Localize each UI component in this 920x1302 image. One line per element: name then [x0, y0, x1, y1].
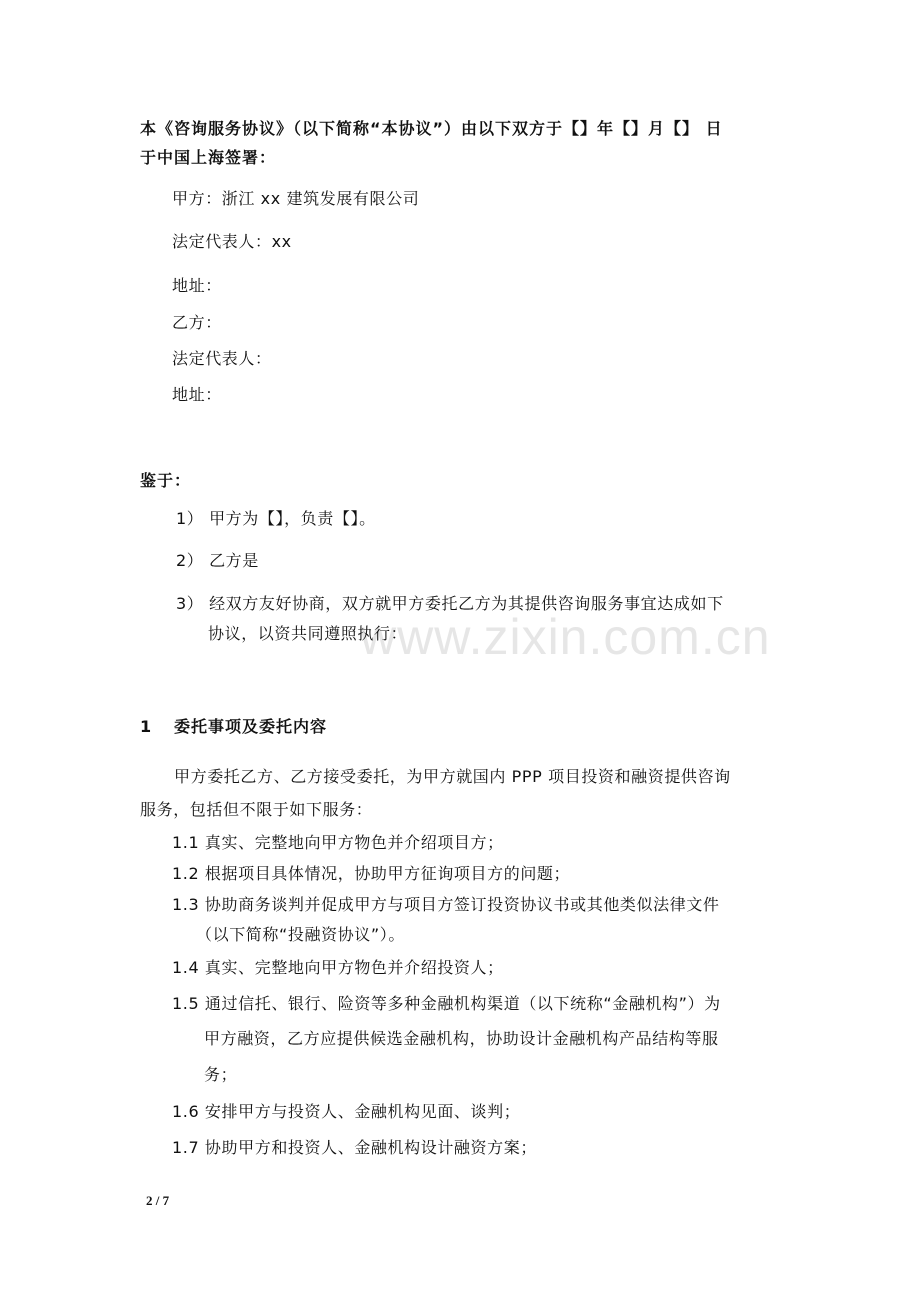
- section-paragraph-line-2: 服务，包括但不限于如下服务：: [140, 800, 373, 819]
- list-item: 1.5 通过信托、银行、险资等多种金融机构渠道（以下统称“金融机构”）为: [172, 994, 721, 1013]
- page-number: 2 / 7: [146, 1193, 170, 1208]
- list-item: 1.3 协助商务谈判并促成甲方与项目方签订投资协议书或其他类似法律文件: [172, 895, 720, 914]
- whereas-item: 1） 甲方为【】，负责【】。: [176, 509, 376, 528]
- section-paragraph-line-1: 甲方委托乙方、乙方接受委托，为甲方就国内 PPP 项目投资和融资提供咨询: [174, 767, 731, 786]
- party-a-name: 甲方：浙江 xx 建筑发展有限公司: [172, 189, 420, 208]
- section-heading: 委托事项及委托内容: [174, 717, 328, 736]
- list-item: 1.4 真实、完整地向甲方物色并介绍投资人；: [172, 958, 504, 977]
- whereas-item: 2） 乙方是: [176, 551, 259, 570]
- party-b-name: 乙方：: [172, 313, 222, 332]
- whereas-item: 3） 经双方友好协商，双方就甲方委托乙方为其提供咨询服务事宜达成如下: [176, 594, 724, 613]
- whereas-item-continuation: 协议，以资共同遵照执行：: [208, 624, 408, 643]
- list-item: 1.1 真实、完整地向甲方物色并介绍项目方；: [172, 833, 504, 852]
- watermark: www.zixin.com.cn: [360, 609, 771, 665]
- list-item-continuation: （以下简称“投融资协议”）。: [196, 925, 405, 944]
- intro-line-2: 于中国上海签署：: [140, 148, 277, 167]
- party-b-address: 地址：: [172, 385, 222, 404]
- party-a-representative: 法定代表人：xx: [172, 232, 292, 251]
- intro-line-1: 本《咨询服务协议》（以下简称“本协议”）由以下双方于【】年【】月【】 日: [140, 119, 723, 138]
- list-item: 1.7 协助甲方和投资人、金融机构设计融资方案；: [172, 1138, 537, 1157]
- section-number: 1: [140, 717, 153, 736]
- party-a-address: 地址：: [172, 276, 222, 295]
- whereas-heading: 鉴于：: [140, 471, 192, 490]
- party-b-representative: 法定代表人：: [172, 349, 272, 368]
- list-item: 1.2 根据项目具体情况，协助甲方征询项目方的问题；: [172, 864, 571, 883]
- list-item: 1.6 安排甲方与投资人、金融机构见面、谈判；: [172, 1102, 521, 1121]
- list-item-continuation: 甲方融资，乙方应提供候选金融机构，协助设计金融机构产品结构等服: [204, 1029, 719, 1048]
- list-item-continuation: 务；: [204, 1065, 238, 1084]
